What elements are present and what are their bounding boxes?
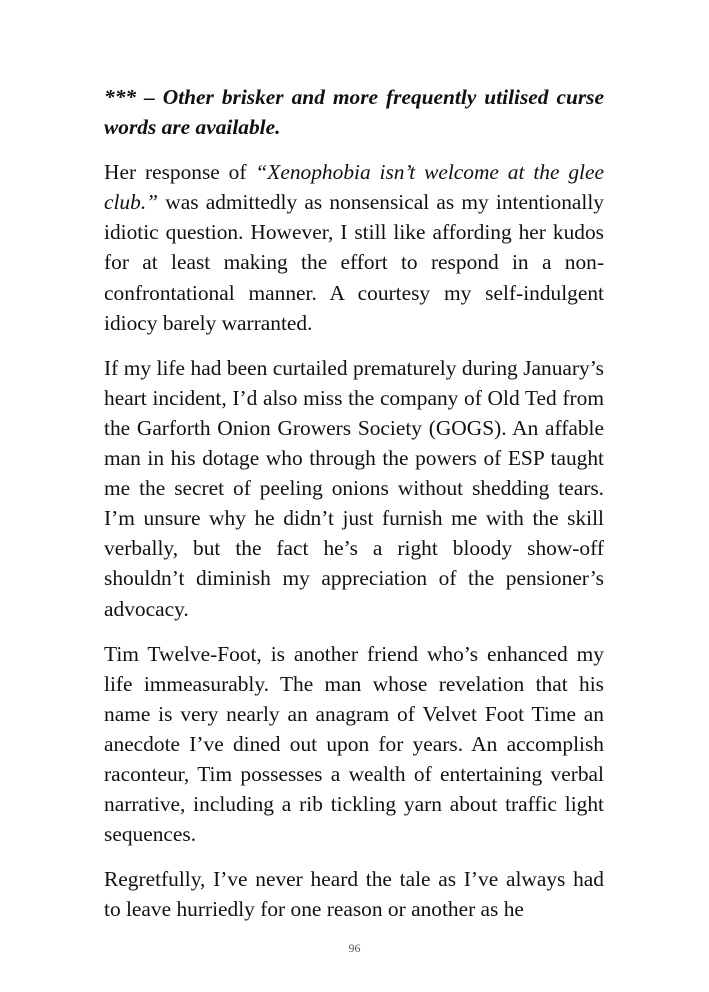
paragraph-1-intro: Her response of (104, 160, 256, 185)
page-number: 96 (348, 941, 361, 955)
paragraph-4: Regretfully, I’ve never heard the tale as I’ve always had to leave hurriedly for one reason or another as he (104, 867, 604, 922)
paragraph-3: Tim Twelve-Foot, is another friend who’s enhanced my life immeasurably. The man whose revelation that his name is very nearly an anagram of Velvet Foot Time an anecdote I’ve dined out upon for years. An accomplish raconteur, Tim possesses a wealth of entertaining verbal narrative, including a rib tickling yarn about traffic light sequences. (104, 641, 604, 847)
paragraph-1-rest: was admittedly as nonsensical as my intentionally idiotic question. However, I still like affording her kudos for at least making the effort to respond in a non-confrontational manner. A courtesy my self-indulgent idiocy barely warranted. (104, 190, 604, 335)
paragraph-2: If my life had been curtailed prematurely during January’s heart incident, I’d also miss the company of Old Ted from the Garforth Onion Growers Society (GOGS). An affable man in his dotage who through the powers of ESP taught me the secret of peeling onions without shedding tears. I’m unsure why he didn’t just furnish me with the skill verbally, but the fact he’s a right bloody show-off shouldn’t diminish my appreciation of the pensioner’s advocacy. (104, 355, 604, 621)
quoted-response: “Xenophobia isn’t welcome at the glee club.” (104, 160, 604, 215)
body-text (104, 82, 604, 939)
footnote: *** – Other brisker and more frequently utilised curse words are available. (104, 85, 604, 140)
paragraph-1 (104, 157, 604, 338)
